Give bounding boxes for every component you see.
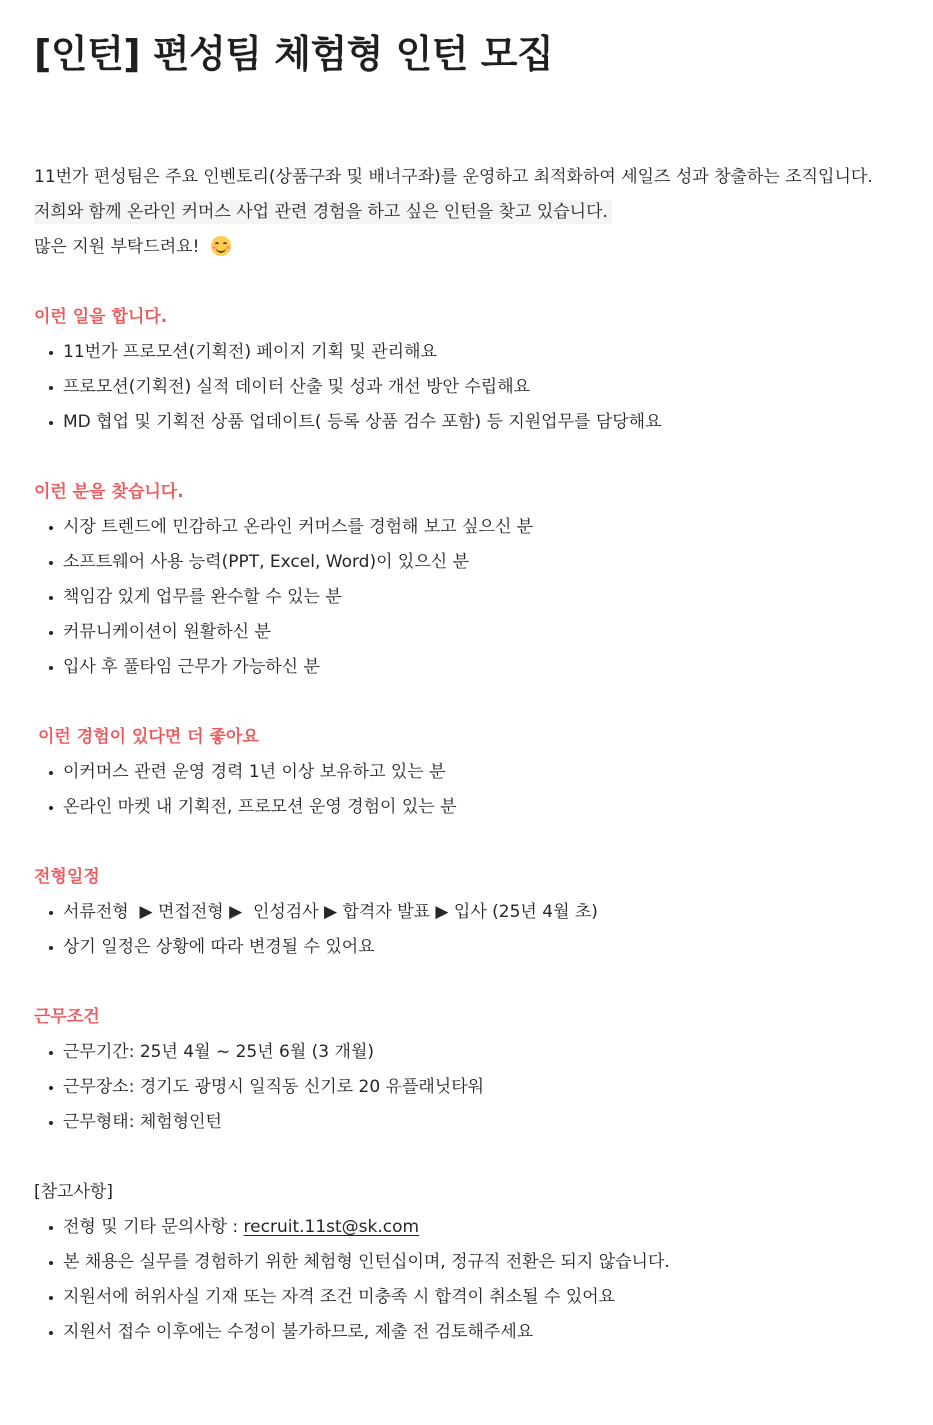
intro-text-3: 많은 지원 부탁드려요!: [34, 237, 205, 257]
section-title-conditions: 근무조건: [34, 1007, 100, 1027]
list-item: 지원서에 허위사실 기재 또는 자격 조건 미충족 시 합격이 취소될 수 있어요: [34, 1280, 933, 1315]
section-notes: [34, 1175, 933, 1350]
intro-text-2: 저희와 함께 온라인 커머스 사업 관련 경험을 하고 싶은 인턴을 찾고 있습니다.: [34, 200, 612, 224]
list-item-contact: [34, 1210, 933, 1245]
list-item: 이커머스 관련 운영 경력 1년 이상 보유하고 있는 분: [34, 755, 933, 790]
list-item: 커뮤니케이션이 원활하신 분: [34, 615, 933, 650]
list-item: 근무형태: 체험형인턴: [34, 1105, 933, 1140]
section-title-process: 전형일정: [34, 867, 100, 887]
contact-email-link[interactable]: recruit.11st@sk.com: [243, 1217, 420, 1237]
section-title-preferred: 이런 경험이 있다면 더 좋아요: [38, 727, 259, 747]
intro-line-1: [34, 160, 933, 195]
list-item: 상기 일정은 상황에 따라 변경될 수 있어요: [34, 930, 933, 965]
section-conditions: [34, 1000, 933, 1140]
section-title-notes: [참고사항]: [34, 1182, 113, 1202]
list-item: 본 채용은 실무를 경험하기 위한 체험형 인턴십이며, 정규직 전환은 되지 않습니다.: [34, 1245, 933, 1280]
list-item: 근무기간: 25년 4월 ~ 25년 6월 (3 개월): [34, 1035, 933, 1070]
qualifications-list: [34, 510, 933, 685]
intro-paragraph: [34, 160, 933, 265]
intro-text-1: 11번가 편성팀은 주요 인벤토리(상품구좌 및 배너구좌)를 운영하고 최적화하여 세일즈 성과 창출하는 조직입니다.: [34, 167, 873, 187]
conditions-list: [34, 1035, 933, 1140]
notes-list: [34, 1210, 933, 1350]
intro-line-2: [34, 195, 933, 230]
section-duties: [34, 300, 933, 440]
list-item: 책임감 있게 업무를 완수할 수 있는 분: [34, 580, 933, 615]
list-item: 입사 후 풀타임 근무가 가능하신 분: [34, 650, 933, 685]
contact-label: 전형 및 기타 문의사항 :: [63, 1217, 244, 1237]
section-process: [34, 860, 933, 965]
section-title-duties: 이런 일을 합니다.: [34, 307, 168, 327]
list-item: MD 협업 및 기획전 상품 업데이트( 등록 상품 검수 포함) 등 지원업무를 담당해요: [34, 405, 933, 440]
process-list: [34, 895, 933, 965]
list-item: 지원서 접수 이후에는 수정이 불가하므로, 제출 전 검토해주세요: [34, 1315, 933, 1350]
intro-line-3: [34, 230, 933, 265]
duties-list: [34, 335, 933, 440]
list-item: 11번가 프로모션(기획전) 페이지 기획 및 관리해요: [34, 335, 933, 370]
section-qualifications: [34, 475, 933, 685]
list-item: 시장 트렌드에 민감하고 온라인 커머스를 경험해 보고 싶으신 분: [34, 510, 933, 545]
smiling-face-icon: [211, 236, 231, 256]
list-item: 근무장소: 경기도 광명시 일직동 신기로 20 유플래닛타워: [34, 1070, 933, 1105]
section-preferred: [34, 720, 933, 825]
section-title-qualifications: 이런 분을 찾습니다.: [34, 482, 184, 502]
list-item: 서류전형 ▶ 면접전형 ▶ 인성검사 ▶ 합격자 발표 ▶ 입사 (25년 4월 초): [34, 895, 933, 930]
list-item: 소프트웨어 사용 능력(PPT, Excel, Word)이 있으신 분: [34, 545, 933, 580]
preferred-list: [34, 755, 933, 825]
list-item: 온라인 마켓 내 기획전, 프로모션 운영 경험이 있는 분: [34, 790, 933, 825]
page-title: [인턴] 편성팀 체험형 인턴 모집: [34, 32, 554, 76]
list-item: 프로모션(기획전) 실적 데이터 산출 및 성과 개선 방안 수립해요: [34, 370, 933, 405]
